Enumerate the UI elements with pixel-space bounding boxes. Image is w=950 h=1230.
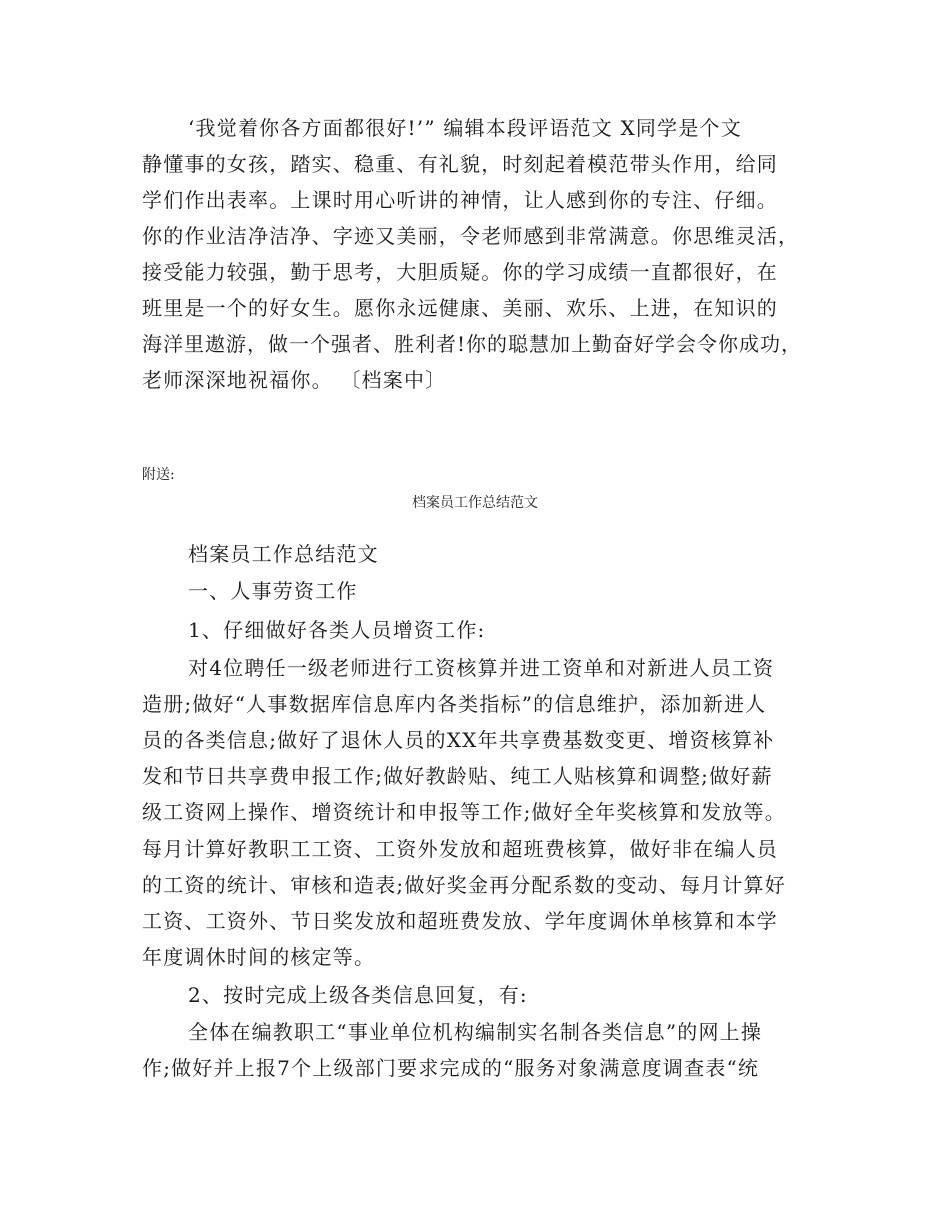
paragraph-line: 全体在编教职工“事业单位机构编制实名制各类信息”的网上操	[188, 1020, 763, 1044]
item-heading: 1、仔细做好各类人员增资工作:	[188, 618, 486, 642]
comment-line: 班里是一个的好女生。愿你永远健康、美丽、欢乐、上进，在知识的	[142, 296, 778, 320]
paragraph-line: 的工资的统计、审核和造表;做好奖金再分配系数的变动、每月计算好	[142, 873, 786, 897]
comment-line: 你的作业洁净洁净、字迹又美丽，令老师感到非常满意。你思维灵活，	[142, 224, 800, 248]
paragraph-line: 对4位聘任一级老师进行工资核算并进工资单和对新进人员工资	[188, 656, 775, 680]
paragraph-line: 年度调休时间的核定等。	[142, 945, 376, 969]
comment-line: 静懂事的女孩，踏实、稳重、有礼貌，时刻起着模范带头作用，给同	[142, 152, 778, 176]
paragraph-line: 工资、工资外、节日奖发放和超班费发放、学年度调休单核算和本学	[142, 909, 778, 933]
comment-line: 海洋里遨游，做一个强者、胜利者!你的聪慧加上勤奋好学会令你成功，	[142, 332, 803, 356]
comment-line: 老师深深地祝福你。 〔档案中〕	[142, 368, 447, 392]
summary-heading: 档案员工作总结范文	[188, 542, 379, 566]
section-heading: 一、人事劳资工作	[188, 579, 358, 603]
appendix-title: 档案员工作总结范文	[412, 495, 538, 511]
item-heading: 2、按时完成上级各类信息回复，有:	[188, 983, 528, 1007]
comment-line: ‘我觉着你各方面都很好!’” 编辑本段评语范文 X同学是个文	[188, 116, 742, 140]
paragraph-line: 发和节日共享费申报工作;做好教龄贴、纯工人贴核算和调整;做好薪	[142, 764, 773, 788]
paragraph-line: 每月计算好教职工工资、工资外发放和超班费核算，做好非在编人员	[142, 837, 778, 861]
comment-line: 接受能力较强，勤于思考，大胆质疑。你的学习成绩一直都很好，在	[142, 260, 778, 284]
paragraph-line: 级工资网上操作、增资统计和申报等工作;做好全年奖核算和发放等。	[142, 800, 786, 824]
paragraph-line: 作;做好并上报7个上级部门要求完成的“服务对象满意度调查表“统	[142, 1056, 760, 1080]
appendix-label: 附送:	[142, 467, 175, 483]
paragraph-line: 员的各类信息;做好了退休人员的XX年共享费基数变更、增资核算补	[142, 728, 775, 752]
comment-line: 学们作出表率。上课时用心听讲的神情，让人感到你的专注、仔细。	[142, 188, 778, 212]
paragraph-line: 造册;做好“人事数据库信息库内各类指标”的信息维护，添加新进人	[142, 692, 767, 716]
